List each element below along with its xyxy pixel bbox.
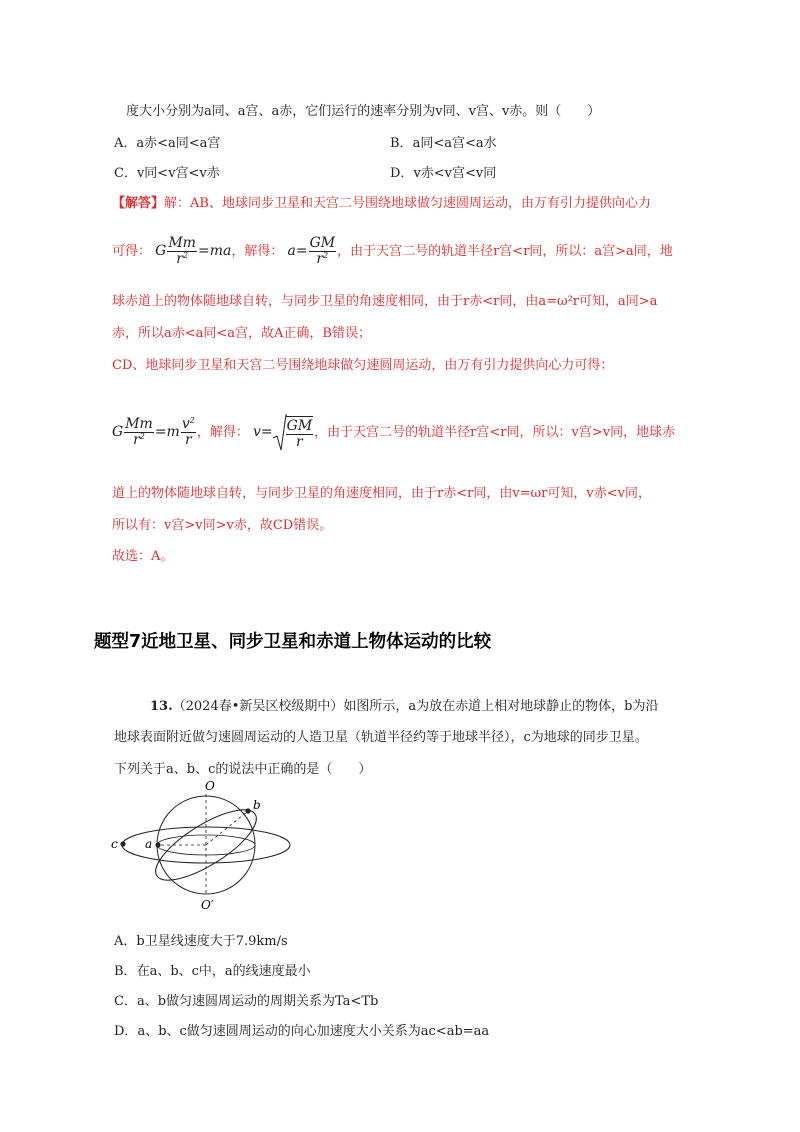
option-c[interactable]: C．v同<v宫<v赤 xyxy=(114,166,220,181)
answer-line-3: 球赤道上的物体随地球自转，与同步卫星的角速度相同，由于r赤<r同，由a=ω²r可知，a同>a xyxy=(112,294,658,309)
answer-line-1: 【解答】解：AB、地球同步卫星和天宫二号围绕地球做匀速圆周运动，由万有引力提供向心力 xyxy=(112,196,651,211)
option-a[interactable]: A．a赤<a同<a宫 xyxy=(114,136,221,151)
answer-line-7: 道上的物体随地球自转，与同步卫星的角速度相同，由于r赤<r同，由v=ωr可知，v赤<v同， xyxy=(112,486,651,501)
label-c: c xyxy=(111,837,118,851)
q13-number: 13. xyxy=(150,699,173,714)
answer-tag: 【解答】 xyxy=(112,196,165,211)
question-stem-tail: 度大小分别为a同、a宫、a赤，它们运行的速率分别为v同、v宫、v赤。则（ ） xyxy=(126,104,601,119)
answer-line-8: 所以有：v宫>v同>v赤，故CD错误。 xyxy=(112,518,333,533)
label-b: b xyxy=(253,798,261,812)
answer-line-4: 赤，所以a赤<a同<a宫，故A正确，B错误； xyxy=(112,326,371,341)
q13-option-b[interactable]: B．在a、b、c中，a的线速度最小 xyxy=(114,964,311,979)
formula-gravity-1: G xyxy=(155,243,167,259)
answer-line-6: G $\frac{Mm}{r^2}$ =m $\frac{v^2}{r}$ ，解得： v= $\frac{GM}{r}$ ，由于天宫二号的轨道半径r宫<r同，所以：v宫>v同，地球赤 xyxy=(112,412,675,453)
section-heading: 题型7近地卫星、同步卫星和赤道上物体运动的比较 xyxy=(94,632,492,652)
label-o: O xyxy=(205,779,215,793)
answer-line-9: 故选：A。 xyxy=(112,549,174,564)
label-o-prime: O′ xyxy=(201,898,214,912)
q13-option-d[interactable]: D．a、b、c做匀速圆周运动的向心加速度大小关系为ac<ab=aa xyxy=(114,1024,490,1039)
formula-accel: a= xyxy=(287,243,308,259)
q13-line-3: 下列关于a、b、c的说法中正确的是（ ） xyxy=(114,762,372,777)
q13-option-a[interactable]: A．b卫星线速度大于7.9km/s xyxy=(114,934,288,949)
answer-line-2: 可得： G $\frac{Mm}{r^2}$ =ma，解得： a= $\frac{GM}{r^2}$ ，由于天宫二号的轨道半径r宫<r同，所以：a宫>a同，地 xyxy=(112,235,673,267)
orbit-figure xyxy=(108,778,298,914)
formula-velocity: v= xyxy=(253,424,273,440)
q13-line-2: 地球表面附近做匀速圆周运动的人造卫星（轨道半径约等于地球半径），c为地球的同步卫星。 xyxy=(114,730,648,745)
label-a: a xyxy=(145,837,153,851)
formula-gravity-2: G xyxy=(112,424,124,440)
q13-line-1: 13.（2024春•新吴区校级期中）如图所示，a为放在赤道上相对地球静止的物体，b为沿 xyxy=(150,699,659,714)
option-b[interactable]: B．a同<a宫<a水 xyxy=(390,136,497,151)
q13-option-c[interactable]: C．a、b做匀速圆周运动的周期关系为Ta<Tb xyxy=(114,994,379,1009)
sqrt-icon xyxy=(273,414,287,452)
option-d[interactable]: D．v赤<v宫<v同 xyxy=(390,166,497,181)
answer-line-5: CD、地球同步卫星和天宫二号围绕地球做匀速圆周运动，由万有引力提供向心力可得： xyxy=(112,358,614,373)
